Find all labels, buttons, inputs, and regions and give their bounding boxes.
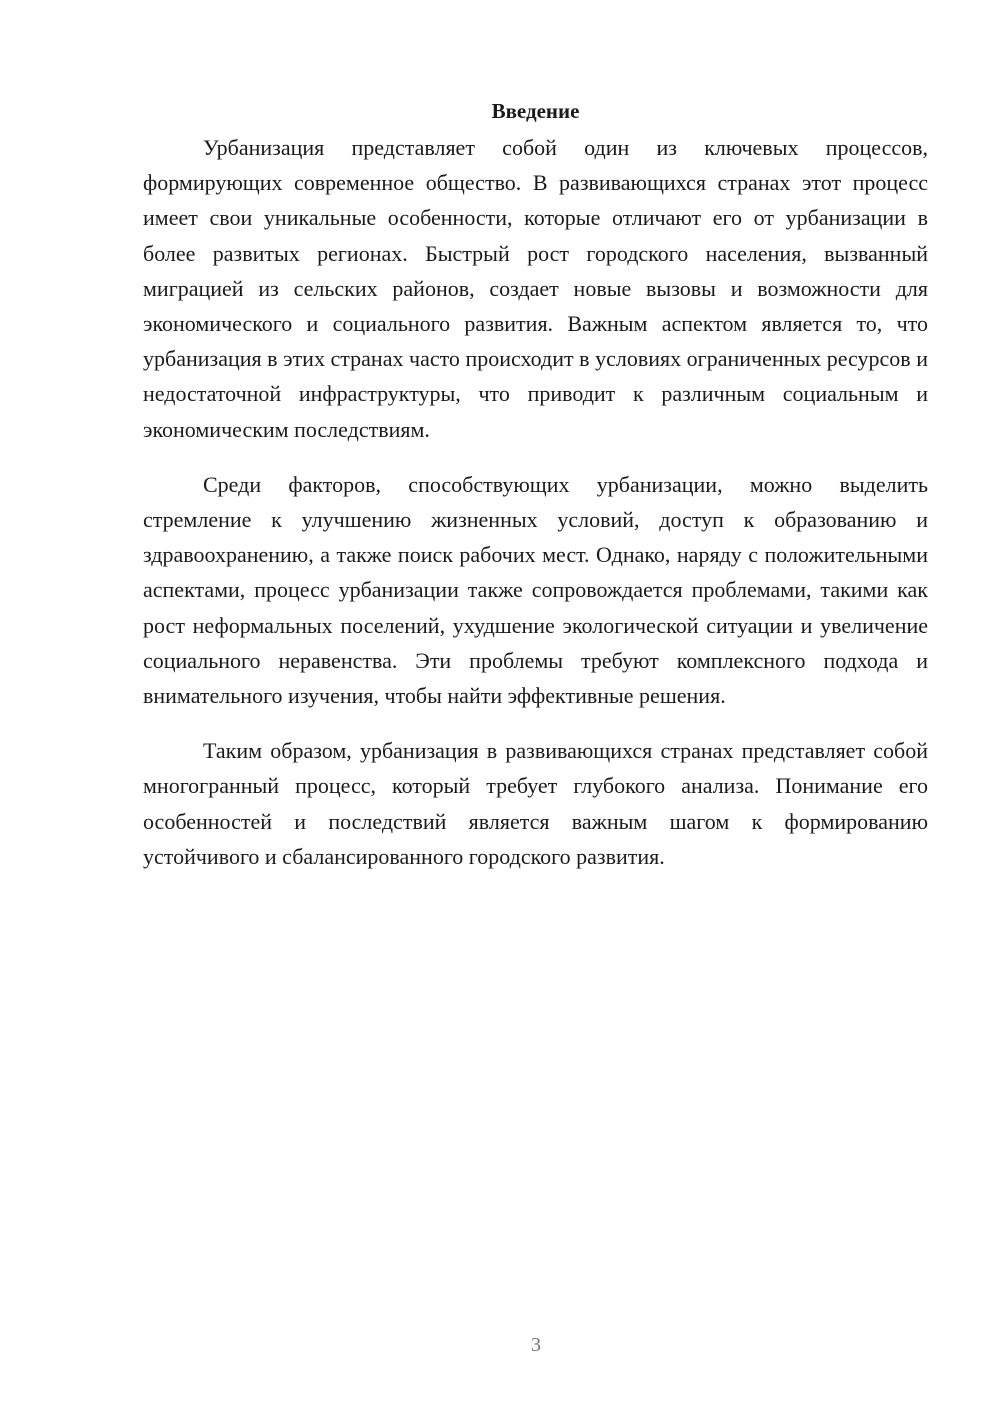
page-number: 3 <box>531 1334 541 1356</box>
page-content <box>143 96 928 874</box>
paragraph-2: Среди факторов, способствующих урбанизации, можно выделить стремление к улучшению жизненных условий, доступ к образованию и здравоохранению, а также поиск рабочих мест. Однако, наряду с положительными аспектами, процесс урбанизации также сопровождается проблемами, такими как рост неформальных поселений, ухудшение экологической ситуации и увеличение социального неравенства. Эти проблемы требуют комплексного подхода и внимательного изучения, чтобы найти эффективные решения. <box>143 471 928 709</box>
paragraph-1: Урбанизация представляет собой один из ключевых процессов, формирующих современное общество. В развивающихся странах этот процесс имеет свои уникальные особенности, которые отличают его от урбанизации в более развитых регионах. Быстрый рост городского населения, вызванный миграцией из сельских районов, создает новые вызовы и возможности для экономического и социального развития. Важным аспектом является то, что урбанизация в этих странах часто происходит в условиях ограниченных ресурсов и недостаточной инфраструктуры, что приводит к различным социальным и экономическим последствиям. <box>143 135 928 442</box>
section-heading: Введение <box>491 99 580 123</box>
paragraph-3: Таким образом, урбанизация в развивающихся странах представляет собой многогранный процесс, который требует глубокого анализа. Понимание его особенностей и последствий является важным шагом к формированию устойчивого и сбалансированного городского развития. <box>143 738 928 869</box>
